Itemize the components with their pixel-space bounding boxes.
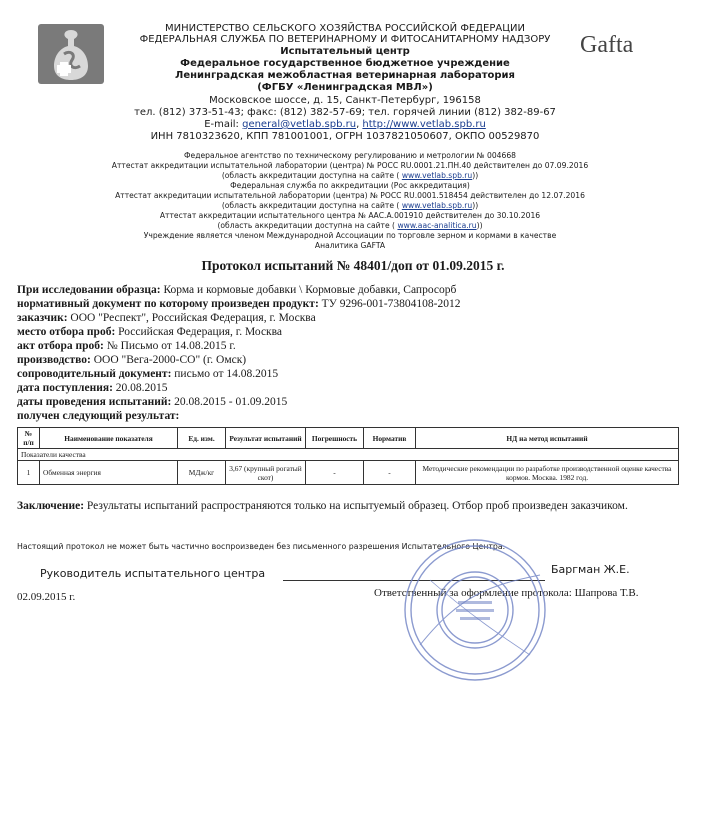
accreditation-scope-text: (область аккредитации доступна на сайте ( [221,201,402,210]
cell-unit: МДж/кг [178,461,226,485]
accreditation-line2: Аттестат аккредитации испытательной лаборатории (центра) № РОСС RU.0001.21.ПН.40 действителен до 07.09.2016 [111,161,589,170]
institution-line3: (ФГБУ «Ленинградская МВЛ») [257,82,433,93]
head-name: Баргман Ж.Е. [551,563,630,576]
head-title: Руководитель испытательного центра [40,567,266,580]
accreditation-line7: Аттестат аккредитации испытательного центра № ААС.А.001910 действителен до 30.10.2016 [159,211,541,220]
field-value: № Письмо от 14.08.2015 г. [103,340,236,352]
phones: тел. (812) 373-51-43; факс: (812) 382-57-69; тел. горячей линии (812) 382-89-67 [134,107,556,118]
protocol-field [17,354,246,366]
institution-logo [38,24,104,84]
website-link[interactable]: http://www.vetlab.spb.ru [362,119,486,130]
field-value: ООО "Вега-2000-СО" (г. Омск) [90,354,247,366]
field-value: 20.08.2015 - 01.09.2015 [171,396,288,408]
cell-name: Обменная энергия [40,461,178,485]
reproduction-notice: Настоящий протокол не может быть частично воспроизведен без письменного разрешения Испытательного Центра. [17,542,506,551]
table-section-row [18,449,679,461]
field-label: акт отбора проб: [17,340,104,352]
field-value: 20.08.2015 [112,382,168,394]
protocol-title: Протокол испытаний № 48401/доп от 01.09.2015 г. [201,258,505,273]
cell-norm: - [364,461,416,485]
protocol-date: 02.09.2015 г. [17,591,76,603]
cell-error: - [306,461,364,485]
col-header-unit: Ед. изм. [178,428,226,449]
field-label: заказчик: [17,312,68,324]
protocol-field [17,298,460,310]
contacts-line [110,119,580,131]
accreditation-link-2[interactable]: www.vetlab.spb.ru [401,201,473,210]
protocol-field [17,326,282,338]
field-label: При исследовании образца: [17,284,161,296]
field-label: нормативный документ по которому произведен продукт: [17,298,319,310]
field-value: письмо от 14.08.2015 [171,368,279,380]
accreditation-scope-close: )) [476,221,483,230]
accreditation-line1: Федеральное агентство по техническому регулированию и метрологии № 004668 [184,151,516,160]
official-stamp [400,535,550,685]
section-label: Показатели качества [18,449,679,461]
ministry-name: МИНИСТЕРСТВО СЕЛЬСКОГО ХОЗЯЙСТВА РОССИЙСКОЙ ФЕДЕРАЦИИ [165,23,525,34]
col-header-result: Результат испытаний [226,428,306,449]
registration-ids: ИНН 7810323620, КПП 781001001, ОГРН 1037821050607, ОКПО 00529870 [150,131,540,142]
field-value: Российская Федерация, г. Москва [115,326,283,338]
accreditation-line3 [60,171,640,181]
accreditation-line10: Аналитика GAFTA [314,241,386,250]
responsible-person: Ответственный за оформление протокола: Шапрова Т.В. [374,587,639,599]
cell-result: 3,67 (крупный рогатый скот) [226,461,306,485]
field-value: ООО "Респект", Российская Федерация, г. Москва [67,312,316,324]
col-header-norm: Норматив [364,428,416,449]
protocol-field [17,284,456,296]
accreditation-line6 [60,201,640,211]
col-header-method: НД на метод испытаний [416,428,679,449]
table-row [18,461,679,485]
center-name: Испытательный центр [280,46,410,57]
field-label: даты проведения испытаний: [17,396,172,408]
contacts-separator: , [356,119,363,130]
conclusion-text: Результаты испытаний распространяются только на испытуемый образец. Отбор проб произведен заказчиком. [84,500,628,512]
accreditation-line5: Аттестат аккредитации испытательной лаборатории (центра) № РОСС RU.0001.518454 действителен до 12.07.2016 [115,191,585,200]
protocol-field [17,410,179,422]
field-label: дата поступления: [17,382,113,394]
col-header-error: Погрешность [306,428,364,449]
cell-number: 1 [18,461,40,485]
protocol-field [17,312,316,324]
col-header-number: № п/п [18,428,40,449]
field-value: Корма и кормовые добавки \ Кормовые добавки, Сапросорб [160,284,457,296]
email-link[interactable]: general@vetlab.spb.ru [242,119,357,130]
results-table [17,427,679,485]
accreditation-line9: Учреждение является членом Международной Ассоциации по торговле зерном и кормами в качестве [143,231,557,240]
protocol-field [17,396,287,408]
accreditation-line4: Федеральная служба по аккредитации (Рос аккредитация) [230,181,470,190]
col-header-name: Наименование показателя [40,428,178,449]
conclusion-label: Заключение: [17,500,85,512]
service-name: ФЕДЕРАЛЬНАЯ СЛУЖБА ПО ВЕТЕРИНАРНОМУ И ФИТОСАНИТАРНОМУ НАДЗОРУ [139,34,551,45]
field-label: место отбора проб: [17,326,116,338]
field-label: получен следующий результат: [17,410,180,422]
protocol-field [17,340,236,352]
email-label: E-mail: [204,119,243,130]
accreditation-scope-close: )) [472,201,479,210]
protocol-field [17,382,168,394]
table-header-row [18,428,679,449]
field-label: производство: [17,354,91,366]
accreditation-scope-close: )) [472,171,479,180]
address: Московское шоссе, д. 15, Санкт-Петербург, 196158 [209,95,481,106]
institution-line2: Ленинградская межобластная ветеринарная лаборатория [175,70,515,81]
conclusion [17,500,628,512]
institution-line1: Федеральное государственное бюджетное учреждение [180,58,510,69]
accreditation-line8 [60,221,640,231]
field-value: ТУ 9296-001-73804108-2012 [318,298,461,310]
accreditation-link-3[interactable]: www.aac-analitica.ru [397,221,477,230]
gafta-logo: Gafta [580,32,634,58]
accreditation-link-1[interactable]: www.vetlab.spb.ru [401,171,473,180]
accreditation-scope-text: (область аккредитации доступна на сайте ( [217,221,398,230]
cell-method: Методические рекомендации по разработке производственной оценке качества кормов. Москва. 1982 год. [416,461,679,485]
accreditation-scope-text: (область аккредитации доступна на сайте ( [221,171,402,180]
field-label: сопроводительный документ: [17,368,172,380]
protocol-field [17,368,278,380]
